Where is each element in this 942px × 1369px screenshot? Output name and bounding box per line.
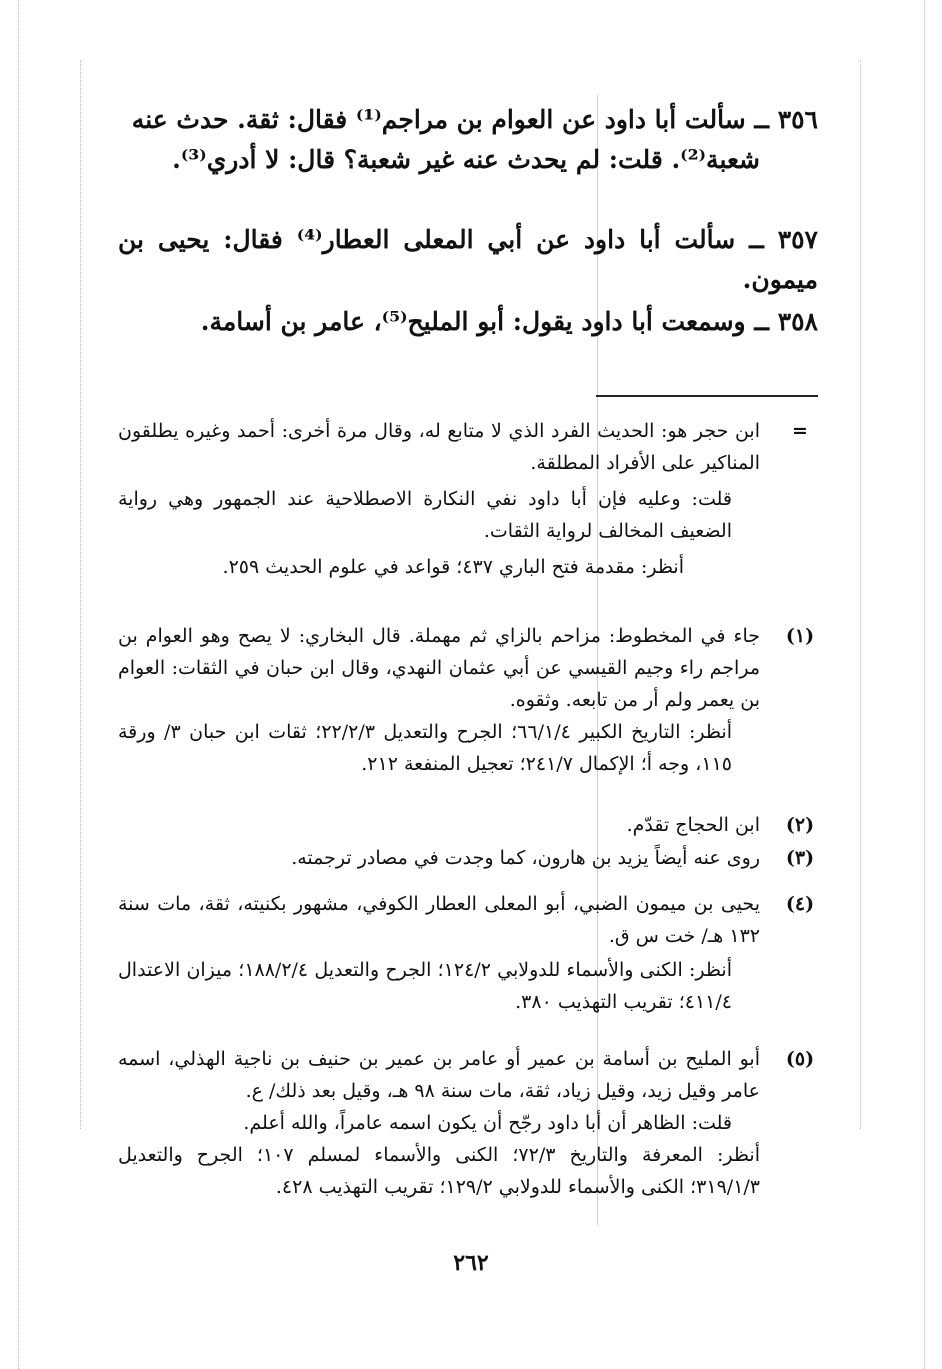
footnote-5 [118,1043,818,1203]
entry-358 [118,302,818,342]
footnote-text: جاء في المخطوط: مزاحم بالزاي ثم مهملة. قال البخاري: لا يصح وهو العوام بن مراجم راء وجيم القيسي عن أبي عثمان النهدي، وقال ابن حبان في الثقات: العوام بن يعمر ولم أر من تابعه. وثقوه. [118,625,760,711]
footnote-text: أبو المليح بن أسامة بن عمير أو عامر بن عمير بن حنيف بن ناجية الهذلي، اسمه عامر وقيل زيد، وقيل زياد، ثقة، مات سنة ٩٨ هـ، وقيل بعد ذلك/ ع. [118,1048,760,1102]
footnote-text: روى عنه أيضاً يزيد بن هارون، كما وجدت في مصادر ترجمته. [291,847,760,869]
footnote-text: قلت: وعليه فإن أبا داود نفي النكارة الاصطلاحية عند الجمهور وهي رواية الضعيف المخالف لرواية الثقات. [118,488,732,542]
footnote-4 [118,888,818,1018]
scan-guide-left [80,60,81,1129]
footnote-separator [596,395,818,397]
footnote-mark: (٣) [785,847,815,869]
scan-edge-right [924,0,925,1369]
footnote-text: أنظر: الكنى والأسماء للدولابي ١٢٤/٢؛ الجرح والتعديل ١٨٨/٢/٤؛ ميزان الاعتدال ٤١١/٤؛ تقريب التهذيب ٣٨٠. [118,959,732,1013]
entry-357 [118,220,818,300]
footnote-3 [118,842,818,874]
footnote-text: أنظر: مقدمة فتح الباري ٤٣٧؛ قواعد في علوم الحديث ٢٥٩. [222,556,684,578]
footnote-text: أنظر: التاريخ الكبير ٦٦/١/٤؛ الجرح والتعديل ٢٢/٢/٣؛ ثقات ابن حبان ٣/ ورقة ١١٥، وجه أ؛ الإكمال ٢٤١/٧؛ تعجيل المنفعة ٢١٢. [118,721,732,775]
footnote-text: يحيى بن ميمون الضبي، أبو المعلى العطار الكوفي، مشهور بكنيته، ثقة، مات سنة ١٣٢ هـ/ خت س ق. [118,893,760,947]
footnote-mark: (٢) [785,814,815,836]
footnote-continued [118,415,818,583]
entry-line: ٣٥٦ ــ سألت أبا داود عن العوام بن مراجم⁽¹⁾ فقال: ثقة. حدث عنه [131,105,818,134]
footnote-text: ابن حجر هو: الحديث الفرد الذي لا متابع له، وقال مرة أخرى: أحمد وغيره يطلقون المناكير على الأفراد المطلقة. [118,420,760,474]
footnote-mark: (٥) [785,1048,815,1070]
footnote-1 [118,620,818,780]
footnote-mark: (٤) [785,893,815,915]
footnote-text: ابن الحجاج تقدّم. [626,814,760,836]
footnote-mark: = [792,420,808,442]
footnote-mark: (١) [785,625,815,647]
footnote-text: أنظر: المعرفة والتاريخ ٧٢/٣؛ الكنى والأسماء لمسلم ١٠٧؛ الجرح والتعديل ٣١٩/١/٣؛ الكنى والأسماء للدولابي ١٢٩/٢؛ تقريب التهذيب ٤٢٨. [118,1144,760,1198]
entry-356 [118,100,818,180]
scan-guide-right [860,60,861,1129]
page-number: ٢٦٢ [453,1250,489,1276]
footnote-text: قلت: الظاهر أن أبا داود رجّح أن يكون اسمه عامراً، والله أعلم. [243,1112,732,1134]
entry-line: ٣٥٨ ــ وسمعت أبا داود يقول: أبو المليح⁽⁵⁾، عامر بن أسامة. [200,307,818,336]
entry-line: ٣٥٧ ــ سألت أبا داود عن أبي المعلى العطار⁽⁴⁾ فقال: يحيى بن ميمون. [118,225,818,294]
entry-line: شعبة⁽²⁾. قلت: لم يحدث عنه غير شعبة؟ قال: لا أدري⁽³⁾. [172,145,760,174]
footnote-2 [118,809,818,841]
scan-edge-left [18,0,19,1369]
